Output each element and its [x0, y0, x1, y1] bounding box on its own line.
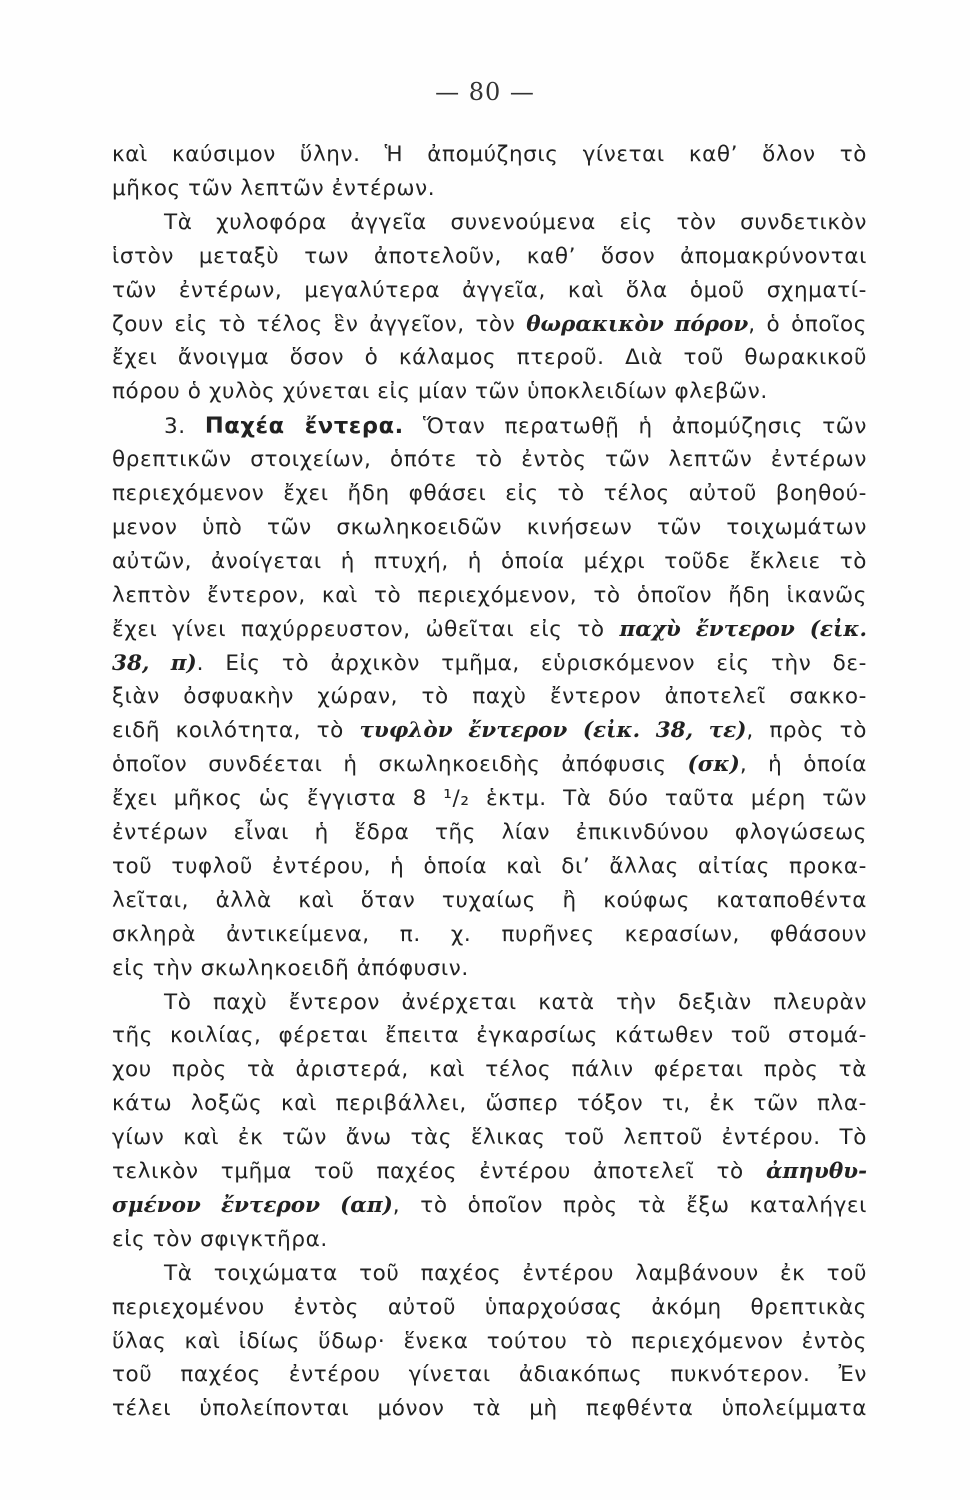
text-line	[112, 1019, 867, 1053]
text-line	[112, 1325, 867, 1359]
text-line	[112, 1257, 867, 1291]
text-run: , τὸ ὁποῖον πρὸς τὰ ἔξω καταλήγει	[392, 1192, 867, 1218]
text-line	[112, 1189, 867, 1223]
text-line	[112, 1155, 867, 1189]
text-line	[112, 1358, 867, 1392]
section-heading: Παχέα ἔντερα.	[204, 413, 404, 440]
text-run: χου πρὸς τὰ ἀριστερά, καὶ τέλος πάλιν φέρεται πρὸς τὰ	[112, 1057, 867, 1083]
emphasized-term: θωρακικὸν πόρον	[526, 311, 749, 337]
text-line	[112, 172, 435, 206]
text-line	[112, 375, 768, 409]
text-run: κάτω λοξῶς καὶ περιβάλλει, ὥσπερ τόξον τι, ἐκ τῶν πλα-	[112, 1091, 867, 1117]
text-line	[112, 1087, 867, 1121]
text-run: τέλει ὑπολείπονται μόνον τὰ μὴ πεφθέντα ὑπολείμματα	[112, 1396, 867, 1422]
text-run: ὁποῖον συνδέεται ἡ σκωληκοειδὴς ἀπόφυσις	[112, 752, 688, 778]
text-line	[112, 647, 867, 681]
text-line	[112, 1392, 867, 1426]
text-run: περιεχομένου ἐντὸς αὐτοῦ ὑπαρχούσας ἀκόμη θρεπτικὰς	[112, 1294, 867, 1320]
text-line	[112, 579, 867, 613]
text-run: αὐτῶν, ἀνοίγεται ἡ πτυχή, ἡ ὁποία μέχρι τοῦδε ἔκλειε τὸ	[112, 548, 867, 574]
text-run: ἐντέρων εἶναι ἡ ἕδρα τῆς λίαν ἐπικινδύνου φλογώσεως	[112, 820, 867, 845]
page-number: — 80 —	[435, 78, 535, 106]
emphasized-term: παχὺ ἔντερον (εἰκ.	[619, 616, 867, 642]
text-run: Τὰ τοιχώματα τοῦ παχέος ἐντέρου λαμβάνουν ἐκ τοῦ	[164, 1260, 867, 1286]
text-line	[112, 918, 867, 952]
text-line	[112, 680, 867, 714]
text-run: ξιὰν ὀσφυακὴν χώραν, τὸ παχὺ ἔντερον ἀποτελεῖ σακκο-	[112, 684, 867, 710]
text-run: πόρου ὁ χυλὸς χύνεται εἰς μίαν τῶν ὑποκλειδίων φλεβῶν.	[112, 379, 768, 405]
emphasized-term: ἀπηυθυ-	[765, 1159, 867, 1184]
text-line	[112, 511, 867, 545]
text-line	[112, 816, 867, 850]
text-run: Τὸ παχὺ ἔντερον ἀνέρχεται κατὰ τὴν δεξιὰν πλευρὰν	[164, 989, 867, 1015]
text-line	[112, 1121, 867, 1155]
text-run: . Εἰς τὸ ἀρχικὸν τμῆμα, εὑρισκόμενον εἰς τὴν δε-	[196, 650, 867, 676]
text-line	[112, 1053, 867, 1087]
text-run: τῆς κοιλίας, φέρεται ἔπειτα ἐγκαρσίως κάτωθεν τοῦ στομά-	[112, 1023, 867, 1049]
text-run: εἰς τὸν σφιγκτῆρα.	[112, 1226, 328, 1252]
text-run: λεπτὸν ἔντερον, καὶ τὸ περιεχόμενον, τὸ ὁποῖον ἤδη ἱκανῶς	[112, 582, 867, 608]
text-line	[112, 952, 469, 986]
text-run: , ἡ ὁποία	[739, 752, 868, 778]
text-run: τοῦ παχέος ἐντέρου γίνεται ἀδιακόπως πυκνότερον. Ἐν	[112, 1362, 867, 1388]
text-line	[112, 1223, 328, 1257]
text-run: ἱστὸν μεταξὺ των ἀποτελοῦν, καθ’ ὅσον ἀπομακρύνονται	[112, 243, 867, 269]
text-line	[112, 1291, 867, 1325]
text-line	[112, 714, 867, 748]
text-run: ἔχει μῆκος ὡς ἔγγιστα 8 ¹/₂ ἑκτμ. Τὰ δύο ταῦτα μέρη τῶν	[112, 786, 867, 812]
emphasized-term: τυφλὸν ἔντερον (εἰκ. 38, τε)	[359, 718, 747, 744]
emphasized-term: 38, π)	[112, 650, 197, 676]
text-line	[112, 986, 867, 1020]
text-run: ειδῆ κοιλότητα, τὸ	[112, 718, 360, 744]
text-line	[112, 850, 867, 884]
emphasized-term: (σκ)	[687, 752, 740, 778]
text-run: 3.	[164, 414, 205, 440]
text-run: ἔχει γίνει παχύρρευστον, ὠθεῖται εἰς τὸ	[112, 616, 620, 642]
text-run: Ὅταν περατωθῇ ἡ ἀπομύζησις τῶν	[403, 414, 868, 440]
text-run: , ὁ ὁποῖος	[748, 311, 868, 337]
text-run: Τὰ χυλοφόρα ἀγγεῖα συνενούμενα εἰς τὸν συνδετικὸν	[164, 209, 867, 235]
text-line	[112, 884, 867, 918]
text-run: ὕλας καὶ ἰδίως ὕδωρ· ἕνεκα τούτου τὸ περιεχόμενον ἐντὸς	[112, 1328, 867, 1354]
text-run: θρεπτικῶν στοιχείων, ὁπότε τὸ ἐντὸς τῶν λεπτῶν ἐντέρων	[112, 447, 867, 473]
text-line	[112, 782, 867, 816]
text-line	[112, 308, 867, 342]
text-run: σκληρὰ ἀντικείμενα, π. χ. πυρῆνες κερασίων, φθάσουν	[112, 921, 867, 947]
text-line	[112, 613, 867, 647]
text-run: περιεχόμενον ἔχει ἤδη φθάσει εἰς τὸ τέλος αὐτοῦ βοηθού-	[112, 481, 867, 506]
text-run: λεῖται, ἀλλὰ καὶ ὅταν τυχαίως ἢ κούφως καταποθέντα	[112, 887, 867, 913]
text-run: τῶν ἐντέρων, μεγαλύτερα ἀγγεῖα, καὶ ὅλα ὁμοῦ σχηματί-	[112, 277, 867, 303]
text-run: γίων καὶ ἐκ τῶν ἄνω τὰς ἕλικας τοῦ λεπτοῦ ἐντέρου. Τὸ	[112, 1125, 867, 1151]
text-line	[112, 409, 867, 443]
text-line	[112, 138, 867, 172]
text-run: , πρὸς τὸ	[746, 718, 867, 744]
text-run: καὶ καύσιμον ὕλην. Ἡ ἀπομύζησις γίνεται καθ’ ὅλον τὸ	[112, 142, 867, 167]
text-line	[112, 748, 867, 782]
text-run: ζουν εἰς τὸ τέλος ἓν ἀγγεῖον, τὸν	[112, 311, 527, 337]
text-run: τοῦ τυφλοῦ ἐντέρου, ἡ ὁποία καὶ δι’ ἄλλας αἰτίας προκα-	[112, 853, 867, 879]
emphasized-term: σμένον ἔντερον (απ)	[112, 1192, 393, 1218]
text-run: εἰς τὴν σκωληκοειδῆ ἀπόφυσιν.	[112, 955, 469, 981]
text-line	[112, 443, 867, 477]
text-line	[112, 341, 867, 375]
text-line	[112, 206, 867, 240]
text-line	[112, 240, 867, 274]
text-run: ἔχει ἄνοιγμα ὅσον ὁ κάλαμος πτεροῦ. Διὰ τοῦ θωρακικοῦ	[112, 345, 867, 371]
text-line	[112, 545, 867, 579]
text-run: μῆκος τῶν λεπτῶν ἐντέρων.	[112, 175, 436, 201]
text-run: τελικὸν τμῆμα τοῦ παχέος ἐντέρου ἀποτελεῖ τὸ	[112, 1159, 766, 1184]
text-line	[112, 274, 867, 308]
text-line	[112, 477, 867, 511]
text-run: μενον ὑπὸ τῶν σκωληκοειδῶν κινήσεων τῶν τοιχωμάτων	[112, 514, 867, 540]
